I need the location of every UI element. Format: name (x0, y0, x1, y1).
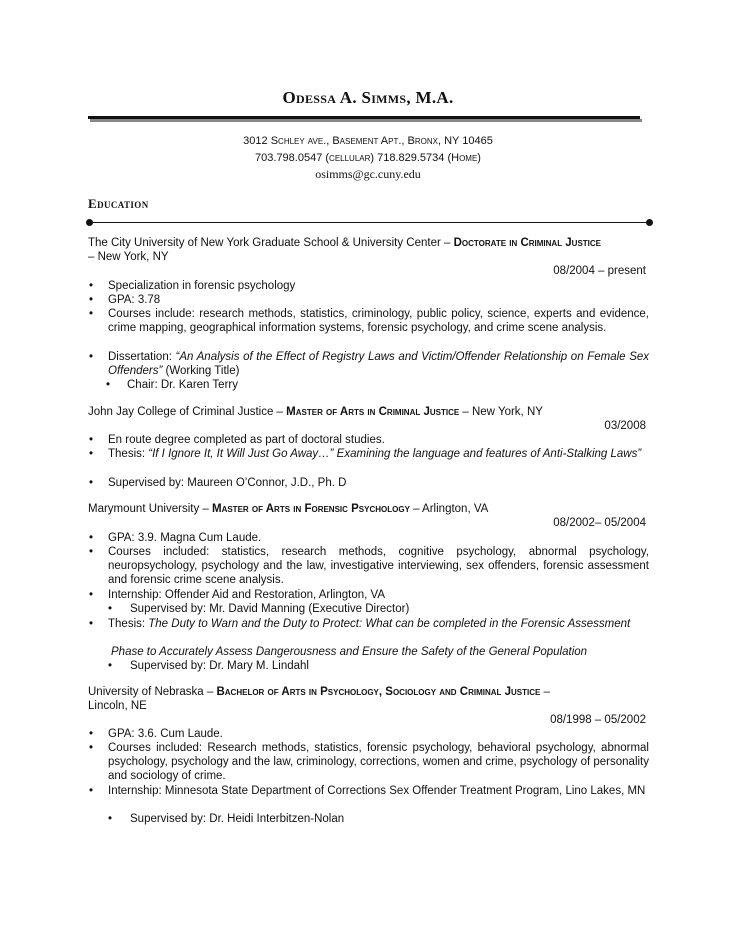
section-title-education: Education (88, 196, 149, 211)
thesis-title-continued (111, 645, 587, 659)
date-range: 08/1998 – 05/2002 (550, 714, 646, 726)
institution-name: The City University of New York Graduate School & University Center – (88, 237, 454, 249)
institution-name: John Jay College of Criminal Justice – (88, 406, 287, 418)
location-text: – New York, NY (459, 406, 543, 418)
degree-title: Doctorate in Criminal Justice (453, 237, 602, 249)
location-text: Lincoln, NE (88, 700, 147, 712)
bullet-text: Internship: Minnesota State Department of Corrections Sex Offender Treatment Program, Lino Lakes, MN (108, 785, 646, 797)
bullet-glyph: • (89, 785, 94, 797)
bullet-glyph: • (108, 660, 113, 672)
bullet-label: Dissertation: (108, 351, 176, 363)
dissertation-title: “An Analysis of the Effect of Registry Laws and Victim/Offender Relationship on Female Sex Offenders” (108, 351, 650, 377)
bullet-text: Courses include: research methods, statistics, criminology, public policy, science, experts and evidence, crime mapping, geographical information systems, forensic psychology, and crime scene analysis. (108, 308, 649, 334)
bullet-label: Thesis: (108, 618, 149, 630)
location-text: – Arlington, VA (409, 503, 489, 515)
bullet-glyph: • (89, 477, 94, 489)
name-underline (88, 116, 640, 119)
bullet-text: GPA: 3.9. Magna Cum Laude. (108, 532, 262, 544)
bullet-text: Courses included: Research methods, statistics, forensic psychology, behavioral psychology, abnormal psychology, psychology and the law, criminology, corrections, women and crime, psychology of personality and sociology of crime. (108, 742, 649, 782)
bullet-glyph: • (89, 742, 94, 754)
address-line: 3012 Schley ave., Basement Apt., Bronx, NY 10465 (243, 135, 493, 147)
degree-title: Master of Arts in Forensic Psychology (211, 503, 410, 515)
thesis-title: “If I Ignore It, It Will Just Go Away…” Examining the language and features of Anti-Stalking Laws” (148, 448, 642, 460)
bullet-glyph: • (89, 589, 94, 601)
bullet-glyph: • (89, 280, 94, 292)
date-range: 08/2004 – present (553, 265, 646, 277)
sub-bullet-text: Supervised by: Dr. Mary M. Lindahl (130, 660, 309, 672)
bullet-glyph: • (108, 813, 113, 825)
bullet-suffix: (Working Title) (162, 365, 240, 377)
thesis-title: The Duty to Warn and the Duty to Protect: What can be completed in the Forensic Assessment (148, 618, 631, 630)
institution-line (88, 405, 543, 419)
date-range: 03/2008 (604, 420, 646, 432)
bullet-text (108, 350, 649, 378)
degree-title: Bachelor of Arts in Psychology, Sociology and Criminal Justice (216, 686, 541, 698)
thesis-title-continued-text: Phase to Accurately Assess Dangerousness and Ensure the Safety of the General Population (111, 646, 588, 658)
sub-bullet-text: Supervised by: Dr. Heidi Interbitzen-Nolan (130, 813, 345, 825)
bullet-glyph: • (89, 618, 94, 630)
degree-title: Master of Arts in Criminal Justice (286, 406, 460, 418)
location-text: – (540, 686, 550, 698)
section-rule (89, 222, 649, 223)
bullet-glyph: • (108, 603, 113, 615)
phone-line: 703.798.0547 (cellular) 718.829.5734 (Home) (255, 152, 481, 164)
bullet-text (108, 617, 649, 631)
bullet-text: GPA: 3.78 (108, 294, 161, 306)
rule-end-dot (646, 219, 653, 226)
bullet-glyph: • (106, 379, 111, 391)
date-range: 08/2002– 05/2004 (553, 517, 646, 529)
bullet-text: Courses included: statistics, research methods, cognitive psychology, abnormal psychology, neuropsychology, psychology and the law, investigative interviewing, sex offenders, forensic assessment and forensic crime scene analysis. (108, 546, 649, 586)
institution-line (88, 236, 601, 250)
bullet-text (108, 447, 649, 461)
bullet-glyph: • (89, 294, 94, 306)
bullet-glyph: • (89, 532, 94, 544)
bullet-text: Supervised by: Maureen O’Connor, J.D., Ph. D (108, 477, 347, 489)
bullet-text: En route degree completed as part of doctoral studies. (108, 434, 385, 446)
bullet-glyph: • (89, 351, 94, 363)
resume-name: Odessa A. Simms, M.A. (282, 88, 454, 107)
email-line: osimms@gc.cuny.edu (315, 167, 421, 181)
institution-name: University of Nebraska – (88, 686, 217, 698)
bullet-glyph: • (89, 308, 94, 320)
bullet-glyph: • (89, 728, 94, 740)
location-text: – New York, NY (88, 251, 169, 263)
bullet-text: GPA: 3.6. Cum Laude. (108, 728, 223, 740)
bullet-glyph: • (89, 434, 94, 446)
sub-bullet-text: Supervised by: Mr. David Manning (Executive Director) (130, 603, 410, 615)
bullet-text: Internship: Offender Aid and Restoration, Arlington, VA (108, 589, 386, 601)
bullet-text: Specialization in forensic psychology (108, 280, 296, 292)
institution-name: Marymount University – (88, 503, 212, 515)
bullet-label: Thesis: (108, 448, 149, 460)
institution-line (88, 685, 550, 699)
bullet-glyph: • (89, 448, 94, 460)
institution-line (88, 502, 488, 516)
bullet-glyph: • (89, 546, 94, 558)
sub-bullet-text: Chair: Dr. Karen Terry (127, 379, 238, 391)
